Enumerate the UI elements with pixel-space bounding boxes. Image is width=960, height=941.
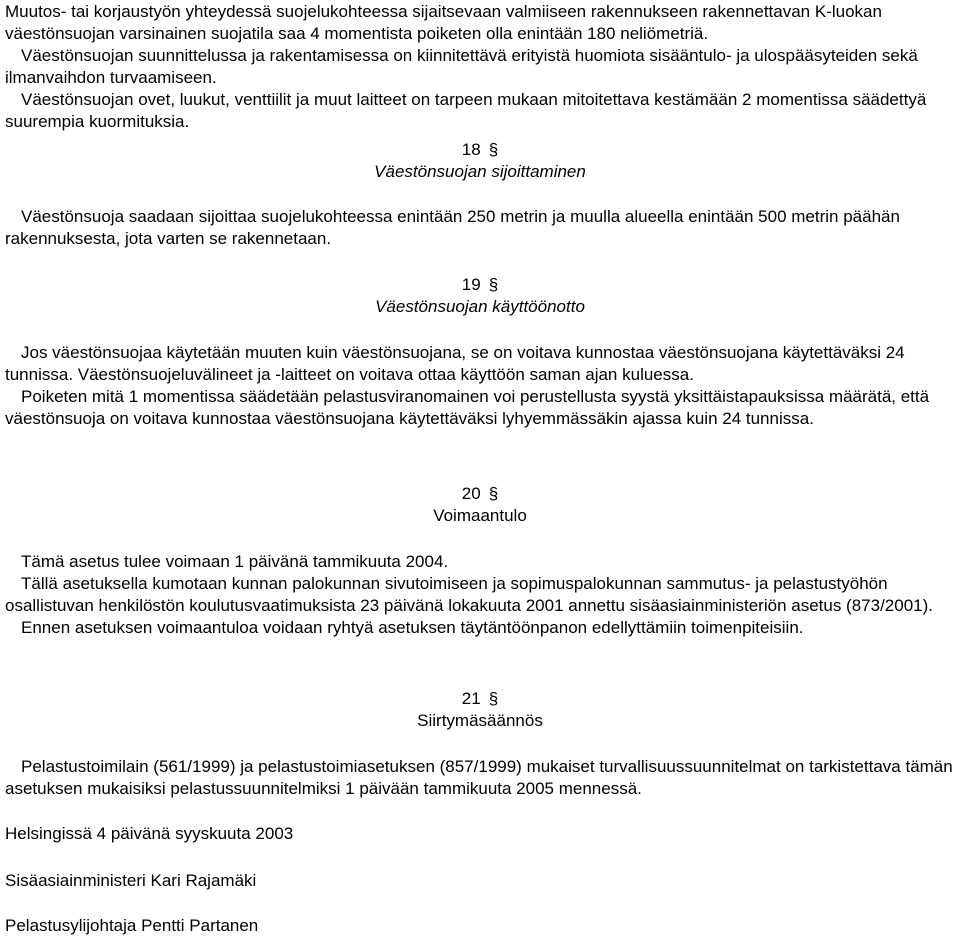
- intro-paragraph-3: Väestönsuojan ovet, luukut, venttiilit ja muut laitteet on tarpeen mukaan mitoitettava kestämään 2 momentissa säädettyä suurempia kuormituksia.: [5, 90, 927, 131]
- section-18-heading: [5, 139, 955, 183]
- minister-name: Sisäasiainministeri Kari Rajamäki: [5, 871, 257, 890]
- intro-section: [5, 1, 955, 133]
- section-18-paragraph: Väestönsuoja saadaan sijoittaa suojelukohteessa enintään 250 metrin ja muulla alueella enintään 500 metrin päähän rakennuksesta, jota varten se rakennetaan.: [5, 207, 900, 248]
- section-20-title: Voimaantulo: [433, 506, 527, 525]
- section-sign-icon: §: [488, 140, 499, 159]
- minister-signature: [5, 870, 955, 892]
- section-20-paragraph-3: Ennen asetuksen voimaantuloa voidaan ryhtyä asetuksen täytäntöönpanon edellyttämiin toimenpiteisiin.: [21, 618, 804, 637]
- section-18-number: 18: [461, 140, 481, 159]
- section-21-title: Siirtymäsäännös: [417, 711, 543, 730]
- section-20-heading: [5, 483, 955, 527]
- section-19-number: 19: [461, 275, 481, 294]
- section-20-number: 20: [461, 484, 481, 503]
- director-name: Pelastusylijohtaja Pentti Partanen: [5, 916, 259, 935]
- section-21-heading: [5, 688, 955, 732]
- intro-paragraph-2: Väestönsuojan suunnittelussa ja rakentamisessa on kiinnitettävä erityistä huomiota sisääntulo- ja ulospääsyteiden sekä ilmanvaihdon turvaamiseen.: [5, 46, 918, 87]
- section-20-paragraph-1: Tämä asetus tulee voimaan 1 päivänä tammikuuta 2004.: [21, 552, 449, 571]
- section-sign-icon: §: [488, 484, 499, 503]
- director-signature: [5, 915, 955, 937]
- section-20-paragraph-2: Tällä asetuksella kumotaan kunnan palokunnan sivutoimiseen ja sopimuspalokunnan sammutus- ja pelastustyöhön osallistuvan henkilöstön koulutusvaatimuksista 23 päivänä lokakuuta 2001 annettu sisäasiainministeriön asetus (873/2001).: [5, 574, 934, 615]
- section-19-paragraph-1: Jos väestönsuojaa käytetään muuten kuin väestönsuojana, se on voitava kunnostaa väestönsuojana käytettäväksi 24 tunnissa. Väestönsuojeluvälineet ja -laitteet on voitava ottaa käyttöön saman ajan kuluessa.: [5, 343, 905, 384]
- section-21-body: [5, 756, 955, 800]
- section-19-title: Väestönsuojan käyttöönotto: [375, 297, 585, 316]
- place-date: [5, 823, 955, 845]
- section-18-title: Väestönsuojan sijoittaminen: [374, 162, 586, 181]
- section-21-paragraph: Pelastustoimilain (561/1999) ja pelastustoimiasetuksen (857/1999) mukaiset turvallisuussuunnitelmat on tarkistettava tämän asetuksen mukaisiksi pelastussuunnitelmiksi 1 päivään tammikuuta 2005 mennessä.: [5, 757, 953, 798]
- section-sign-icon: §: [488, 689, 499, 708]
- section-19-body: [5, 342, 955, 430]
- section-19-heading: [5, 274, 955, 318]
- section-sign-icon: §: [488, 275, 499, 294]
- intro-line-1: Muutos- tai korjaustyön yhteydessä suojelukohteessa sijaitsevaan valmiiseen rakennukseen rakennettavan K-luokan väestönsuojan varsinainen suojatila saa 4 momentista poiketen olla enintään 180 neliömetriä.: [5, 2, 882, 43]
- place-date-text: Helsingissä 4 päivänä syyskuuta 2003: [5, 824, 294, 843]
- section-21-number: 21: [461, 689, 481, 708]
- section-18-body: [5, 206, 955, 250]
- section-20-body: [5, 551, 955, 639]
- section-19-paragraph-2: Poiketen mitä 1 momentissa säädetään pelastusviranomainen voi perustellusta syystä yksittäistapauksissa määrätä, että väestönsuoja on voitava kunnostaa väestönsuojana käytettäväksi lyhyemmässäkin ajassa kuin 24 tunnissa.: [5, 387, 930, 428]
